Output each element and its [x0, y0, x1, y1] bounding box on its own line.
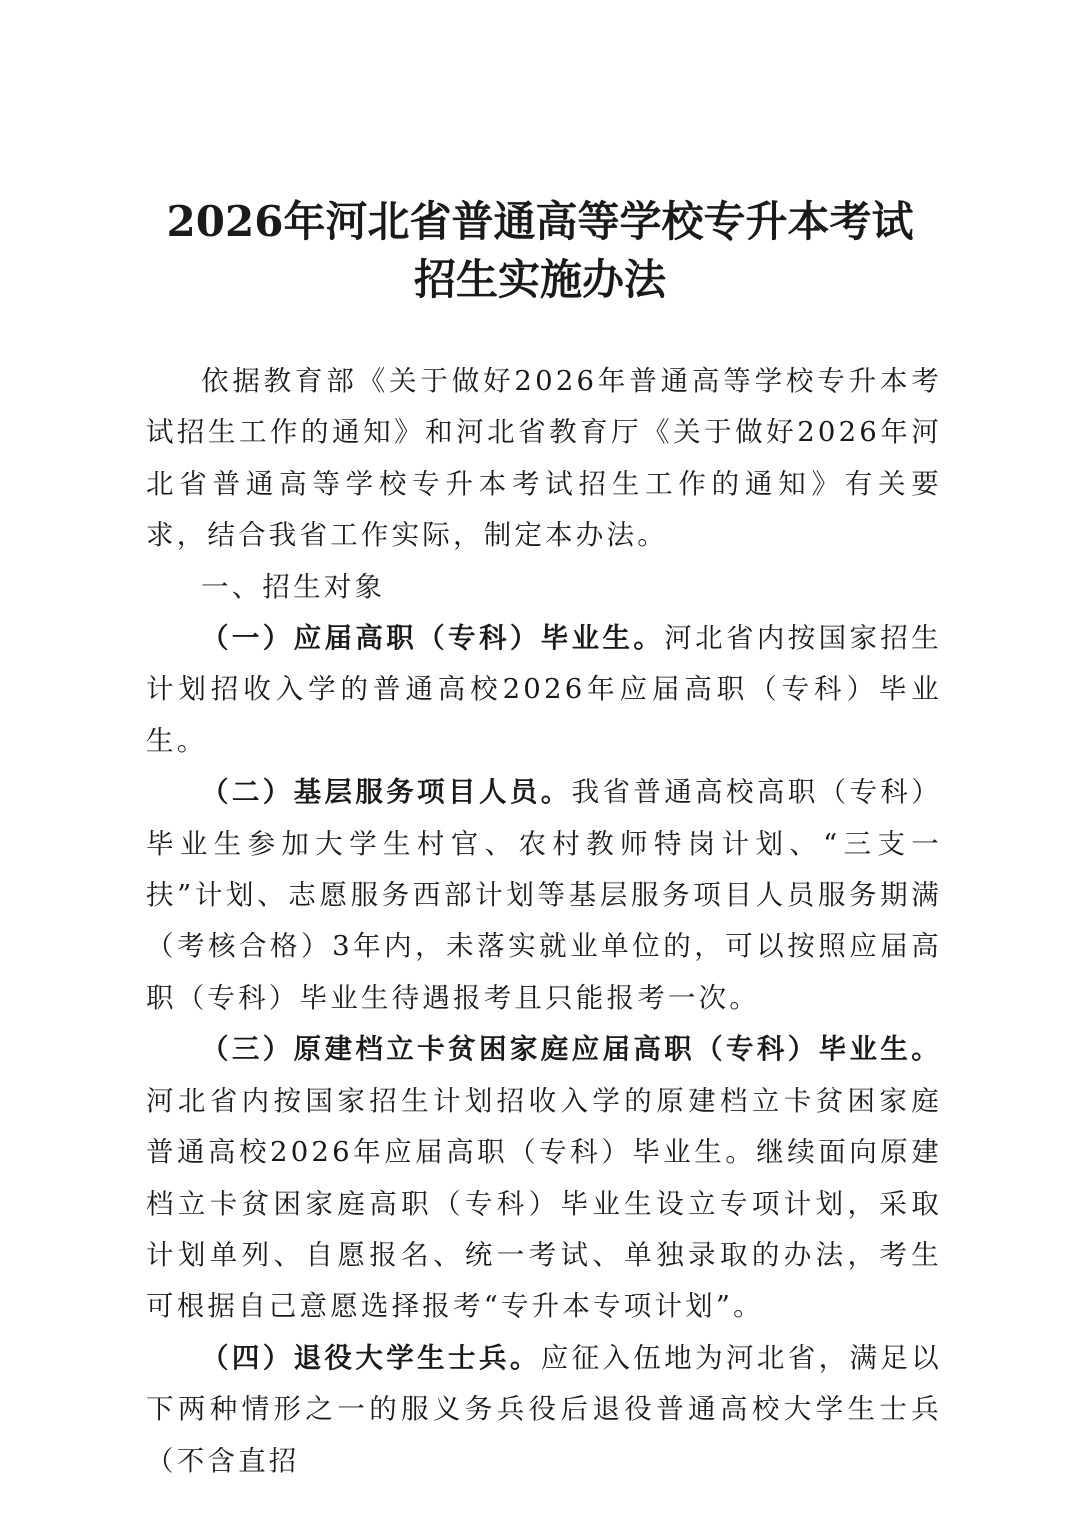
- item-lead-1: （一）应届高职（专科）毕业生。: [201, 622, 665, 655]
- document-body: [146, 356, 942, 1487]
- item-text-1: 河北省内按国家招生计划招收入学的普通高校2026年应届高职（专科）毕业生。: [146, 622, 942, 757]
- item-text-4: 应征入伍地为河北省，满足以下两种情形之一的服义务兵役后退役普通高校大学生士兵（不含直招: [146, 1341, 942, 1477]
- section-heading-enrollment-targets: 一、招生对象: [201, 570, 386, 603]
- document-title-line-1: 2026年河北省普通高等学校专升本考试: [166, 197, 914, 246]
- item-lead-3: （三）原建档立卡贫困家庭应届高职（专科）毕业生。: [201, 1033, 942, 1066]
- item-text-2: 我省普通高校高职（专科）毕业生参加大学生村官、农村教师特岗计划、“三支一扶”计划、志愿服务西部计划等基层服务项目人员服务期满（考核合格）3年内，未落实就业单位的，可以按照应届高职（专科）毕业生待遇报考且只能报考一次。: [146, 776, 942, 1014]
- item-lead-4: （四）退役大学生士兵。: [201, 1341, 541, 1374]
- item-lead-2: （二）基层服务项目人员。: [201, 776, 572, 809]
- item-text-3: 河北省内按国家招生计划招收入学的原建档立卡贫困家庭普通高校2026年应届高职（专科）毕业生。继续面向原建档立卡贫困家庭高职（专科）毕业生设立专项计划，采取计划单列、自愿报名、统一考试、单独录取的办法，考生可根据自己意愿选择报考“专升本专项计划”。: [146, 1084, 942, 1323]
- intro-paragraph: 依据教育部《关于做好2026年普通高等学校专升本考试招生工作的通知》和河北省教育厅《关于做好2026年河北省普通高等学校专升本考试招生工作的通知》有关要求，结合我省工作实际，制定本办法。: [146, 365, 942, 552]
- item-paragraph-3: [146, 1024, 942, 1332]
- item-paragraph-4: [146, 1333, 942, 1487]
- item-paragraph-1: [146, 613, 942, 767]
- item-paragraph-2: [146, 767, 942, 1024]
- document-title-line-2: 招生实施办法: [413, 255, 666, 304]
